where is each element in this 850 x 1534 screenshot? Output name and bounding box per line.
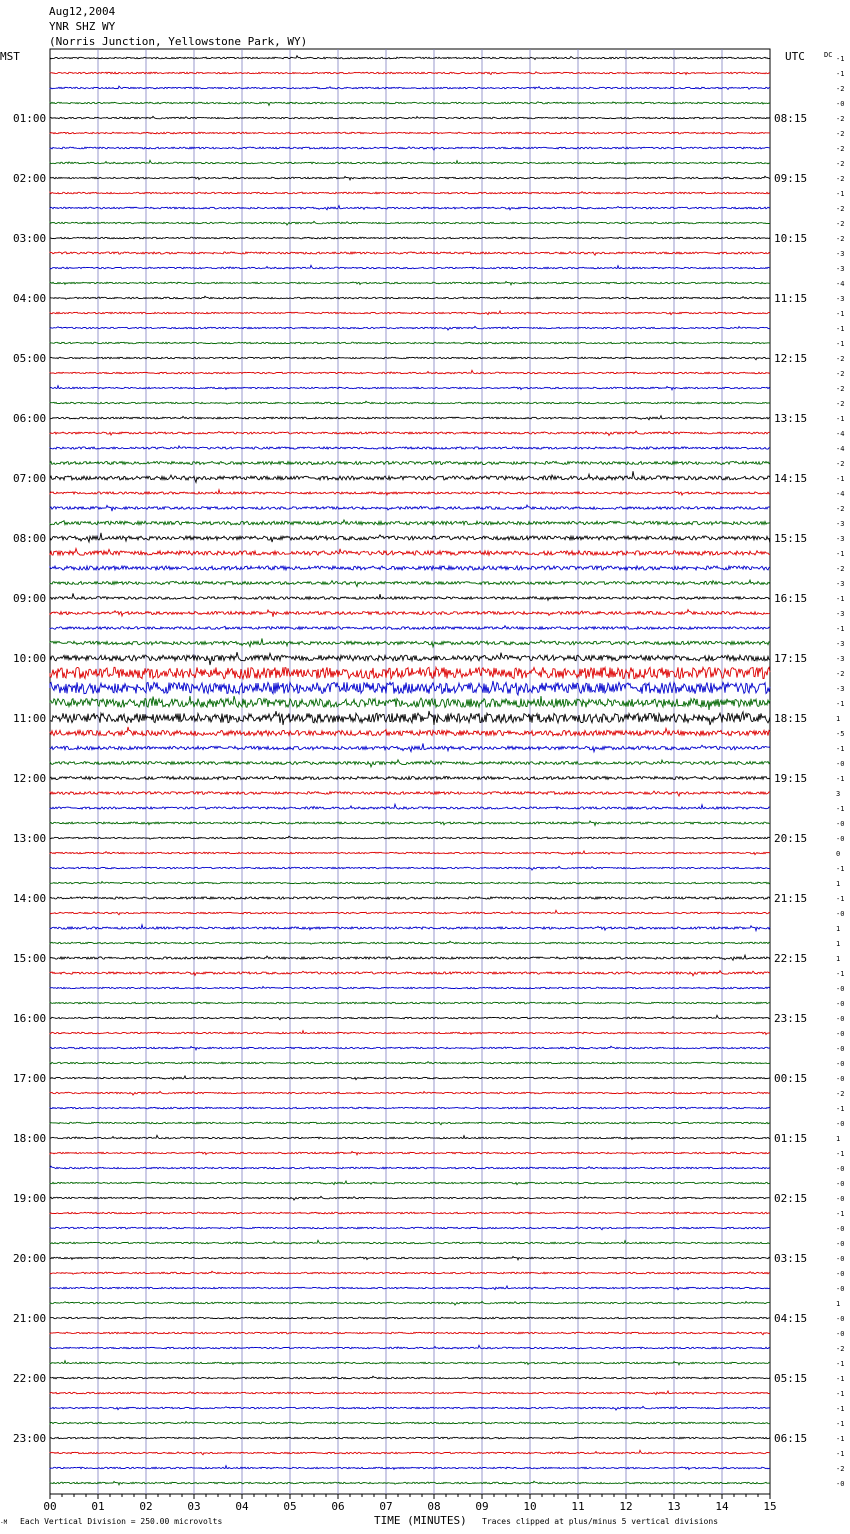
trace-line bbox=[50, 696, 770, 710]
trace-line bbox=[50, 1271, 770, 1274]
dc-offset-label: -2 bbox=[836, 115, 845, 123]
mst-hour-label: 11:00 bbox=[13, 712, 47, 725]
trace-line bbox=[50, 897, 770, 899]
trace-line bbox=[50, 1015, 770, 1019]
dc-offset-label: -2 bbox=[836, 505, 845, 513]
trace-line bbox=[50, 342, 770, 344]
mst-hour-label: 03:00 bbox=[13, 232, 47, 245]
dc-offset-label: -0 bbox=[836, 1330, 845, 1338]
trace-line bbox=[50, 667, 770, 678]
dc-offset-label: -1 bbox=[836, 970, 845, 978]
trace-line bbox=[50, 471, 770, 482]
dc-offset-label: -1 bbox=[836, 700, 845, 708]
dc-offset-label: -1 bbox=[836, 415, 845, 423]
trace-line bbox=[50, 520, 770, 525]
trace-line bbox=[50, 1046, 770, 1050]
dc-offset-label: -1 bbox=[836, 745, 845, 753]
dc-offset-label: -1 bbox=[836, 595, 845, 603]
dc-offset-label: -2 bbox=[836, 385, 845, 393]
trace-line bbox=[50, 370, 770, 374]
x-tick-label: 06 bbox=[331, 1500, 345, 1513]
trace-line bbox=[50, 252, 770, 256]
trace-line bbox=[50, 282, 770, 285]
utc-hour-label: 15:15 bbox=[774, 532, 808, 545]
dc-offset-label: -0 bbox=[836, 1075, 845, 1083]
dc-offset-label: -1 bbox=[836, 775, 845, 783]
trace-line bbox=[50, 1450, 770, 1454]
mst-hour-label: 07:00 bbox=[13, 472, 47, 485]
left-timezone-label: MST bbox=[0, 50, 20, 63]
dc-offset-label: -2 bbox=[836, 85, 845, 93]
dc-offset-label: -3 bbox=[836, 265, 845, 273]
trace-line bbox=[50, 206, 770, 210]
minute-gridlines bbox=[50, 49, 770, 1494]
plot-frame bbox=[50, 49, 770, 1494]
mst-hour-label: 06:00 bbox=[13, 412, 47, 425]
dc-offset-label: -2 bbox=[836, 175, 845, 183]
dc-offset-label: -1 bbox=[836, 70, 845, 78]
seismic-traces bbox=[50, 56, 770, 1485]
footer-scale-note: Each Vertical Division = 250.00 microvolts bbox=[20, 1517, 223, 1526]
dc-offset-label: -2 bbox=[836, 370, 845, 378]
trace-line bbox=[50, 386, 770, 390]
footer-clip-note: Traces clipped at plus/minus 5 vertical divisions bbox=[482, 1517, 719, 1526]
dc-offset-label: -1 bbox=[836, 1375, 845, 1383]
trace-line bbox=[50, 1196, 770, 1200]
trace-line bbox=[50, 727, 770, 736]
dc-offset-label: -2 bbox=[836, 220, 845, 228]
mst-hour-label: 20:00 bbox=[13, 1252, 47, 1265]
trace-line bbox=[50, 638, 770, 646]
dc-column-label: DC bbox=[824, 51, 833, 59]
dc-offset-label: -2 bbox=[836, 460, 845, 468]
trace-line bbox=[50, 987, 770, 989]
dc-offset-label: -1 bbox=[836, 325, 845, 333]
x-tick-label: 05 bbox=[283, 1500, 297, 1513]
dc-offset-label: -1 bbox=[836, 895, 845, 903]
mst-hour-label: 17:00 bbox=[13, 1072, 47, 1085]
mst-hour-label: 02:00 bbox=[13, 172, 47, 185]
header-date: Aug12,2004 bbox=[49, 5, 116, 18]
dc-offset-label: -0 bbox=[836, 1165, 845, 1173]
dc-offset-label: -0 bbox=[836, 1015, 845, 1023]
trace-line bbox=[50, 1345, 770, 1349]
dc-offset-label: -0 bbox=[836, 985, 845, 993]
trace-line bbox=[50, 610, 770, 617]
dc-offset-label: -0 bbox=[836, 1285, 845, 1293]
trace-line bbox=[50, 1122, 770, 1125]
utc-hour-label: 23:15 bbox=[774, 1012, 808, 1025]
trace-line bbox=[50, 1227, 770, 1230]
dc-offset-label: -0 bbox=[836, 1270, 845, 1278]
trace-line bbox=[50, 1422, 770, 1424]
dc-offset-label: -3 bbox=[836, 655, 845, 663]
trace-line bbox=[50, 760, 770, 767]
mst-hour-label: 14:00 bbox=[13, 892, 47, 905]
dc-offset-label: -0 bbox=[836, 760, 845, 768]
utc-hour-label: 02:15 bbox=[774, 1192, 808, 1205]
dc-offset-label: -1 bbox=[836, 1435, 845, 1443]
x-axis bbox=[43, 1494, 776, 1513]
utc-hour-label: 12:15 bbox=[774, 352, 808, 365]
trace-line bbox=[50, 221, 770, 225]
trace-line bbox=[50, 147, 770, 150]
trace-line bbox=[50, 533, 770, 543]
utc-hour-label: 08:15 bbox=[774, 112, 808, 125]
trace-line bbox=[50, 416, 770, 420]
trace-line bbox=[50, 1437, 770, 1439]
dc-offset-label: -0 bbox=[836, 1120, 845, 1128]
dc-offset-label: -3 bbox=[836, 295, 845, 303]
utc-hour-label: 05:15 bbox=[774, 1372, 808, 1385]
dc-offset-label: -0 bbox=[836, 100, 845, 108]
footer-mark: -M bbox=[0, 1519, 8, 1526]
trace-line bbox=[50, 1286, 770, 1290]
utc-hour-label: 22:15 bbox=[774, 952, 808, 965]
dc-offset-label: -1 bbox=[836, 1150, 845, 1158]
mst-hour-label: 10:00 bbox=[13, 652, 47, 665]
trace-line bbox=[50, 1406, 770, 1410]
dc-offset-label: -3 bbox=[836, 250, 845, 258]
dc-offset-label: 1 bbox=[836, 940, 841, 948]
trace-line bbox=[50, 1002, 770, 1004]
x-tick-label: 13 bbox=[667, 1500, 681, 1513]
trace-line bbox=[50, 401, 770, 404]
trace-line bbox=[50, 1031, 770, 1035]
trace-line bbox=[50, 1062, 770, 1064]
trace-line bbox=[50, 791, 770, 796]
trace-line bbox=[50, 925, 770, 931]
trace-line bbox=[50, 626, 770, 630]
trace-line bbox=[50, 1135, 770, 1139]
dc-offset-label: -2 bbox=[836, 565, 845, 573]
trace-line bbox=[50, 311, 770, 315]
dc-offset-label: -0 bbox=[836, 1030, 845, 1038]
trace-line bbox=[50, 1361, 770, 1365]
trace-line bbox=[50, 102, 770, 106]
dc-offset-label: -1 bbox=[836, 1360, 845, 1368]
dc-offset-label: -1 bbox=[836, 805, 845, 813]
utc-hour-label: 20:15 bbox=[774, 832, 808, 845]
trace-line bbox=[50, 566, 770, 570]
trace-line bbox=[50, 505, 770, 511]
dc-offset-label: -0 bbox=[836, 1045, 845, 1053]
dc-offset-label: -0 bbox=[836, 1000, 845, 1008]
x-tick-label: 09 bbox=[475, 1500, 489, 1513]
trace-line bbox=[50, 56, 770, 60]
trace-line bbox=[50, 116, 770, 118]
utc-hour-label: 16:15 bbox=[774, 592, 808, 605]
trace-line bbox=[50, 652, 770, 665]
trace-line bbox=[50, 326, 770, 330]
utc-hour-label: 21:15 bbox=[774, 892, 808, 905]
utc-hour-label: 19:15 bbox=[774, 772, 808, 785]
x-tick-label: 15 bbox=[763, 1500, 777, 1513]
dc-offset-label: 1 bbox=[836, 715, 841, 723]
mst-hour-label: 08:00 bbox=[13, 532, 47, 545]
x-tick-label: 11 bbox=[571, 1500, 585, 1513]
trace-line bbox=[50, 160, 770, 164]
utc-hour-label: 09:15 bbox=[774, 172, 808, 185]
x-tick-label: 00 bbox=[43, 1500, 57, 1513]
trace-line bbox=[50, 743, 770, 751]
dc-offset-label: -1 bbox=[836, 1105, 845, 1113]
utc-hour-label: 01:15 bbox=[774, 1132, 808, 1145]
trace-line bbox=[50, 777, 770, 780]
utc-hour-label: 11:15 bbox=[774, 292, 808, 305]
utc-hour-label: 17:15 bbox=[774, 652, 808, 665]
trace-line bbox=[50, 882, 770, 884]
trace-line bbox=[50, 821, 770, 825]
left-hour-labels bbox=[13, 112, 46, 1445]
dc-offset-label: 1 bbox=[836, 1135, 841, 1143]
dc-offset-label: -1 bbox=[836, 1210, 845, 1218]
dc-offset-label: 3 bbox=[836, 790, 841, 798]
x-axis-title: TIME (MINUTES) bbox=[374, 1514, 467, 1527]
mst-hour-label: 01:00 bbox=[13, 112, 47, 125]
trace-line bbox=[50, 462, 770, 465]
dc-offset-label: -1 bbox=[836, 475, 845, 483]
header-location: (Norris Junction, Yellowstone Park, WY) bbox=[49, 35, 308, 48]
trace-line bbox=[50, 86, 770, 89]
mst-hour-label: 22:00 bbox=[13, 1372, 47, 1385]
dc-offset-label: -0 bbox=[836, 820, 845, 828]
dc-offset-label: -2 bbox=[836, 205, 845, 213]
x-tick-label: 02 bbox=[139, 1500, 153, 1513]
mst-hour-label: 16:00 bbox=[13, 1012, 47, 1025]
dc-offset-label: -2 bbox=[836, 130, 845, 138]
utc-hour-label: 18:15 bbox=[774, 712, 808, 725]
mst-hour-label: 21:00 bbox=[13, 1312, 47, 1325]
x-tick-label: 10 bbox=[523, 1500, 537, 1513]
trace-line bbox=[50, 1332, 770, 1335]
mst-hour-label: 18:00 bbox=[13, 1132, 47, 1145]
trace-line bbox=[50, 1391, 770, 1395]
trace-line bbox=[50, 1152, 770, 1155]
dc-offset-label: -4 bbox=[836, 445, 845, 453]
trace-line bbox=[50, 941, 770, 944]
trace-line bbox=[50, 593, 770, 600]
trace-line bbox=[50, 711, 770, 725]
trace-line bbox=[50, 431, 770, 436]
utc-hour-label: 03:15 bbox=[774, 1252, 808, 1265]
mst-hour-label: 23:00 bbox=[13, 1432, 47, 1445]
trace-line bbox=[50, 1212, 770, 1214]
utc-hour-label: 14:15 bbox=[774, 472, 808, 485]
dc-offset-label: 1 bbox=[836, 955, 841, 963]
dc-offset-label: -2 bbox=[836, 145, 845, 153]
trace-line bbox=[50, 866, 770, 870]
utc-hour-label: 04:15 bbox=[774, 1312, 808, 1325]
dc-offset-label: -3 bbox=[836, 685, 845, 693]
dc-offset-label: -1 bbox=[836, 550, 845, 558]
mst-hour-label: 04:00 bbox=[13, 292, 47, 305]
trace-line bbox=[50, 804, 770, 809]
dc-offset-label: -1 bbox=[836, 625, 845, 633]
utc-hour-label: 13:15 bbox=[774, 412, 808, 425]
dc-offset-label: -1 bbox=[836, 190, 845, 198]
dc-offset-label: -2 bbox=[836, 160, 845, 168]
trace-line bbox=[50, 296, 770, 299]
trace-line bbox=[50, 357, 770, 360]
trace-line bbox=[50, 955, 770, 960]
dc-offset-label: -2 bbox=[836, 235, 845, 243]
dc-offset-label: -1 bbox=[836, 865, 845, 873]
dc-offset-label: -1 bbox=[836, 310, 845, 318]
trace-line bbox=[50, 176, 770, 180]
trace-line bbox=[50, 1240, 770, 1244]
trace-line bbox=[50, 1091, 770, 1095]
trace-line bbox=[50, 1376, 770, 1379]
utc-hour-label: 06:15 bbox=[774, 1432, 808, 1445]
trace-line bbox=[50, 1107, 770, 1109]
mst-hour-label: 15:00 bbox=[13, 952, 47, 965]
dc-offset-label: -1 bbox=[836, 1420, 845, 1428]
trace-line bbox=[50, 237, 770, 239]
dc-offset-label: -0 bbox=[836, 1315, 845, 1323]
x-tick-label: 03 bbox=[187, 1500, 201, 1513]
dc-offset-label: -0 bbox=[836, 835, 845, 843]
dc-offset-labels bbox=[836, 55, 844, 1488]
dc-offset-label: -1 bbox=[836, 55, 845, 63]
mst-hour-label: 19:00 bbox=[13, 1192, 47, 1205]
utc-hour-label: 00:15 bbox=[774, 1072, 808, 1085]
mst-hour-label: 09:00 bbox=[13, 592, 47, 605]
dc-offset-label: -0 bbox=[836, 1195, 845, 1203]
dc-offset-label: -3 bbox=[836, 535, 845, 543]
dc-offset-label: -3 bbox=[836, 640, 845, 648]
trace-line bbox=[50, 851, 770, 855]
x-tick-label: 07 bbox=[379, 1500, 393, 1513]
dc-offset-label: -3 bbox=[836, 610, 845, 618]
trace-line bbox=[50, 446, 770, 449]
trace-line bbox=[50, 580, 770, 586]
mst-hour-label: 05:00 bbox=[13, 352, 47, 365]
dc-offset-label: -2 bbox=[836, 1345, 845, 1353]
right-hour-labels bbox=[774, 112, 807, 1445]
dc-offset-label: -4 bbox=[836, 430, 845, 438]
dc-offset-label: 0 bbox=[836, 850, 841, 858]
header-station: YNR SHZ WY bbox=[49, 20, 116, 33]
x-tick-label: 04 bbox=[235, 1500, 249, 1513]
dc-offset-label: -0 bbox=[836, 1180, 845, 1188]
trace-line bbox=[50, 1257, 770, 1260]
x-tick-label: 14 bbox=[715, 1500, 729, 1513]
dc-offset-label: -1 bbox=[836, 1405, 845, 1413]
dc-offset-label: -3 bbox=[836, 580, 845, 588]
trace-line bbox=[50, 490, 770, 495]
trace-line bbox=[50, 192, 770, 194]
dc-offset-label: -4 bbox=[836, 490, 845, 498]
trace-line bbox=[50, 265, 770, 269]
dc-offset-label: -0 bbox=[836, 1060, 845, 1068]
utc-hour-label: 10:15 bbox=[774, 232, 808, 245]
trace-line bbox=[50, 1317, 770, 1319]
dc-offset-label: -2 bbox=[836, 355, 845, 363]
trace-line bbox=[50, 681, 770, 695]
x-tick-label: 01 bbox=[91, 1500, 105, 1513]
dc-offset-label: -0 bbox=[836, 1240, 845, 1248]
trace-line bbox=[50, 549, 770, 556]
dc-offset-label: 1 bbox=[836, 880, 841, 888]
trace-line bbox=[50, 1181, 770, 1185]
trace-line bbox=[50, 1466, 770, 1470]
trace-line bbox=[50, 1481, 770, 1485]
dc-offset-label: -1 bbox=[836, 1450, 845, 1458]
x-tick-label: 12 bbox=[619, 1500, 633, 1513]
dc-offset-label: -0 bbox=[836, 1225, 845, 1233]
dc-offset-label: -1 bbox=[836, 340, 845, 348]
trace-line bbox=[50, 72, 770, 75]
mst-hour-label: 13:00 bbox=[13, 832, 47, 845]
mst-hour-label: 12:00 bbox=[13, 772, 47, 785]
trace-line bbox=[50, 1076, 770, 1080]
dc-offset-label: -2 bbox=[836, 1090, 845, 1098]
dc-offset-label: -4 bbox=[836, 280, 845, 288]
dc-offset-label: -0 bbox=[836, 910, 845, 918]
trace-line bbox=[50, 132, 770, 134]
trace-line bbox=[50, 1166, 770, 1169]
dc-offset-label: -2 bbox=[836, 670, 845, 678]
dc-offset-label: -2 bbox=[836, 400, 845, 408]
x-tick-label: 08 bbox=[427, 1500, 441, 1513]
trace-line bbox=[50, 1301, 770, 1305]
trace-line bbox=[50, 910, 770, 914]
dc-offset-label: 1 bbox=[836, 925, 841, 933]
trace-line bbox=[50, 971, 770, 976]
dc-offset-label: -0 bbox=[836, 1255, 845, 1263]
dc-offset-label: -5 bbox=[836, 730, 845, 738]
trace-line bbox=[50, 836, 770, 839]
dc-offset-label: -2 bbox=[836, 1465, 845, 1473]
dc-offset-label: -1 bbox=[836, 1390, 845, 1398]
dc-offset-label: -0 bbox=[836, 1480, 845, 1488]
right-timezone-label: UTC bbox=[785, 50, 805, 63]
dc-offset-label: 1 bbox=[836, 1300, 841, 1308]
dc-offset-label: -3 bbox=[836, 520, 845, 528]
